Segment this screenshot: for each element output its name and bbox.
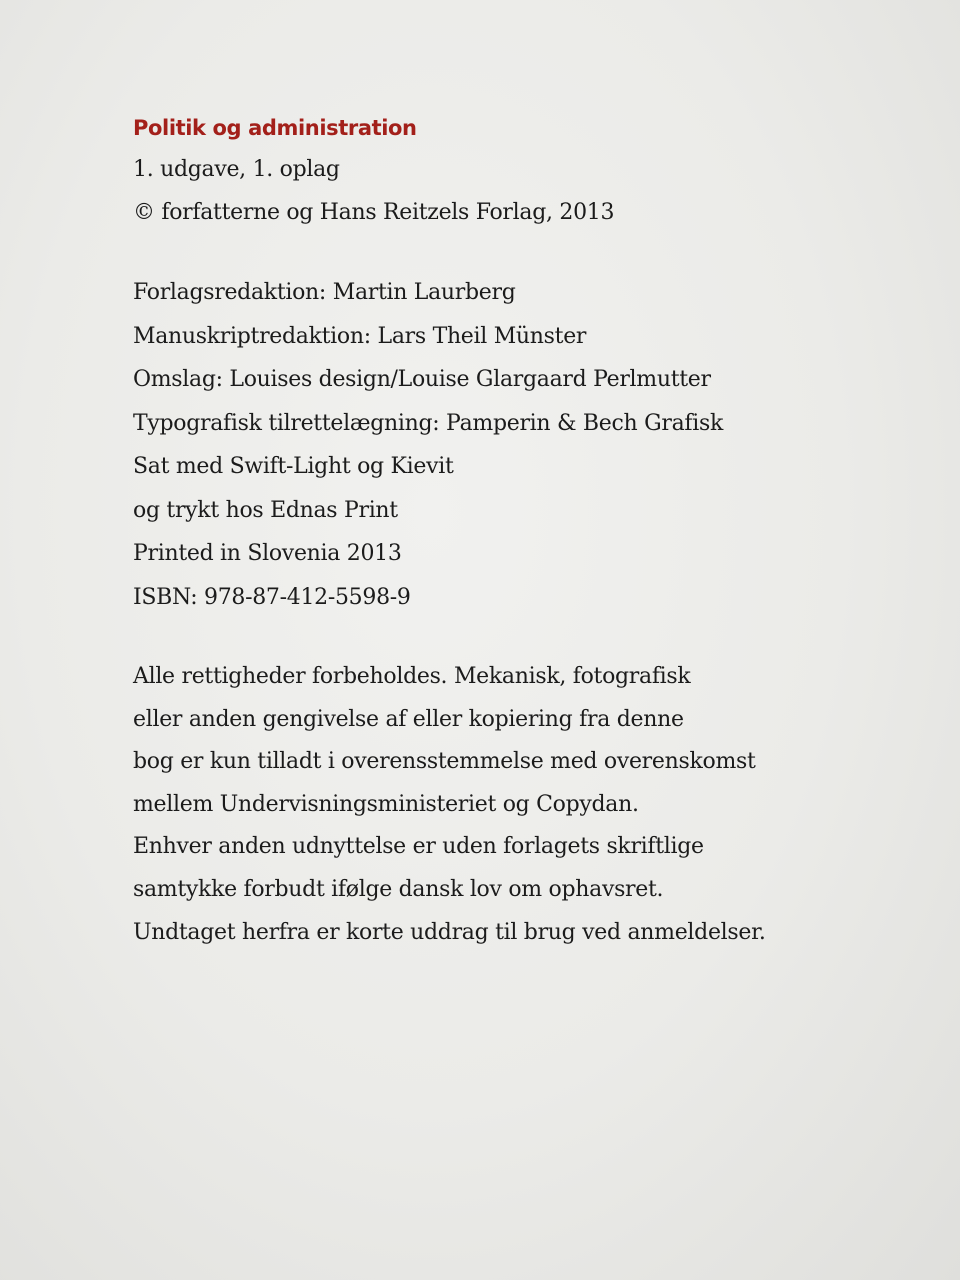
edition-block: [133, 108, 766, 234]
rights-line: eller anden gengivelse af eller kopiering fra denne: [133, 706, 684, 732]
series-title: Politik og administration: [133, 116, 417, 140]
credit-line: Typografisk tilrettelægning: Pamperin & Bech Grafisk: [133, 410, 724, 436]
isbn-line: ISBN: 978-87-412-5598-9: [133, 584, 411, 610]
rights-line: samtykke forbudt ifølge dansk lov om ophavsret.: [133, 876, 664, 902]
rights-notice-block: [133, 656, 766, 954]
credits-block: [133, 271, 766, 619]
credit-line: Forlagsredaktion: Martin Laurberg: [133, 280, 516, 305]
rights-line: bog er kun tilladt i overensstemmelse med overenskomst: [133, 749, 756, 775]
rights-line: Undtaget herfra er korte uddrag til brug ved anmeldelser.: [133, 919, 766, 945]
rights-line: Enhver anden udnyttelse er uden forlagets skriftlige: [133, 834, 704, 860]
edition-line: 1. udgave, 1. oplag: [133, 157, 340, 182]
credit-line: Sat med Swift-Light og Kievit: [133, 454, 454, 479]
copyright-line: © forfatterne og Hans Reitzels Forlag, 2013: [133, 200, 615, 225]
credit-line: Omslag: Louises design/Louise Glargaard Perlmutter: [133, 367, 711, 392]
colophon-text: [133, 108, 766, 954]
rights-line: Alle rettigheder forbeholdes. Mekanisk, fotografisk: [133, 664, 691, 689]
credit-line: Printed in Slovenia 2013: [133, 541, 402, 566]
rights-line: mellem Undervisningsministeriet og Copydan.: [133, 791, 639, 817]
credit-line: og trykt hos Ednas Print: [133, 497, 398, 523]
credit-line: Manuskriptredaktion: Lars Theil Münster: [133, 323, 587, 349]
